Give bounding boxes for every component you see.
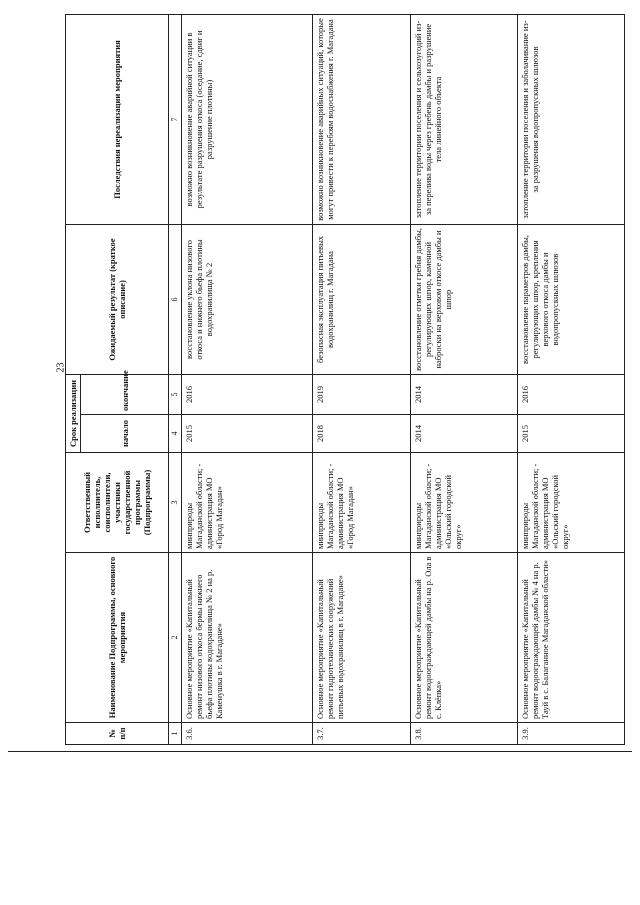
column-number-row [169, 15, 182, 745]
column-number: 7 [169, 15, 182, 225]
row-name: Основное мероприятие «Капитальный ремонт водоограждающей дамбы на р. Ола в с. Клёпка» [410, 553, 517, 723]
header-name: Наименование Подпрограммы, основного мероприятия [66, 553, 169, 723]
row-result: восстановление отметки гребня дамбы, регулирующих шпор, каменной наброски на верховом откосе дамбы и шпор [410, 225, 517, 375]
row-responsible: минприроды Магаданской области; - администрация МО «Ольский городской округ» [410, 453, 517, 553]
row-responsible: минприроды Магаданской области; - администрация МО «Город Магадан» [313, 453, 410, 553]
header-num: № п/п [66, 723, 169, 745]
row-start: 2018 [313, 415, 410, 453]
measures-table [65, 14, 625, 745]
column-number: 2 [169, 553, 182, 723]
row-consequences: возможно возникновение аварийных ситуаций, которые могут привести к перебоям водоснабжения г. Магадана [313, 15, 410, 225]
header-responsible: Ответственный исполнитель, соисполнители, участники государственной программы (Подпрограммы) [66, 453, 169, 553]
row-result: безопасная эксплуатация питьевых водохранилищ г. Магадана [313, 225, 410, 375]
header-consequences: Последствия нереализации мероприятия [66, 15, 169, 225]
page-number: 23 [55, 362, 67, 373]
row-consequences: затопление территории поселения и заболачивание из-за разрушения водопропускных шлюзов [517, 15, 624, 225]
row-result: восстановление уклона низового откоса и нижнего бьефа плотины водохранилища № 2 [181, 225, 313, 375]
row-start: 2015 [517, 415, 624, 453]
column-number: 3 [169, 453, 182, 553]
row-end: 2016 [517, 375, 624, 415]
table-row [410, 15, 517, 745]
header-start: начало [81, 415, 169, 453]
row-number: 3.6. [181, 723, 313, 745]
table-row [181, 15, 313, 745]
header-result: Ожидаемый результат (краткое описание) [66, 225, 169, 375]
column-number: 4 [169, 415, 182, 453]
row-name: Основное мероприятие «Капитальный ремонт низового откоса бермы нижнего бьефа плотины водохранилища № 2 на р. Каменушка в г. Магадане» [181, 553, 313, 723]
table-row [313, 15, 410, 745]
row-name: Основное мероприятие «Капитальный ремонт водоограждающей дамбы № 4 на р. Тауй в с. Балаганное Магаданской области» [517, 553, 624, 723]
header-end: окончание [81, 375, 169, 415]
row-start: 2014 [410, 415, 517, 453]
row-end: 2019 [313, 375, 410, 415]
column-number: 5 [169, 375, 182, 415]
row-responsible: минприроды Магаданской области; - администрация МО «Город Магадан» [181, 453, 313, 553]
row-consequences: затопление территории поселения и сельхозугодий из-за перелива воды через гребень дамбы и разрушение тела линейного объекта [410, 15, 517, 225]
header-term: Срок реализации [66, 375, 81, 453]
table-row [517, 15, 624, 745]
row-end: 2016 [181, 375, 313, 415]
column-number: 1 [169, 723, 182, 745]
row-name: Основное мероприятие «Капитальный ремонт гидротехнических сооружений питьевых водохранилищ в г. Магадане» [313, 553, 410, 723]
row-consequences: возможно возникновение аварийной ситуации в результате разрушения откоса (оседание, сдвиг и разрушение плотины) [181, 15, 313, 225]
row-number: 3.8. [410, 723, 517, 745]
row-result: восстановление параметров дамбы, регулирующих шпор, крепления верхового откоса дамбы и водопропускных шлюзов [517, 225, 624, 375]
rotated-table-container [65, 15, 625, 745]
row-start: 2015 [181, 415, 313, 453]
column-number: 6 [169, 225, 182, 375]
row-end: 2014 [410, 375, 517, 415]
bottom-divider [8, 751, 632, 752]
row-number: 3.9. [517, 723, 624, 745]
row-number: 3.7. [313, 723, 410, 745]
row-responsible: минприроды Магаданской области; - администрация МО «Ольский городской округ» [517, 453, 624, 553]
